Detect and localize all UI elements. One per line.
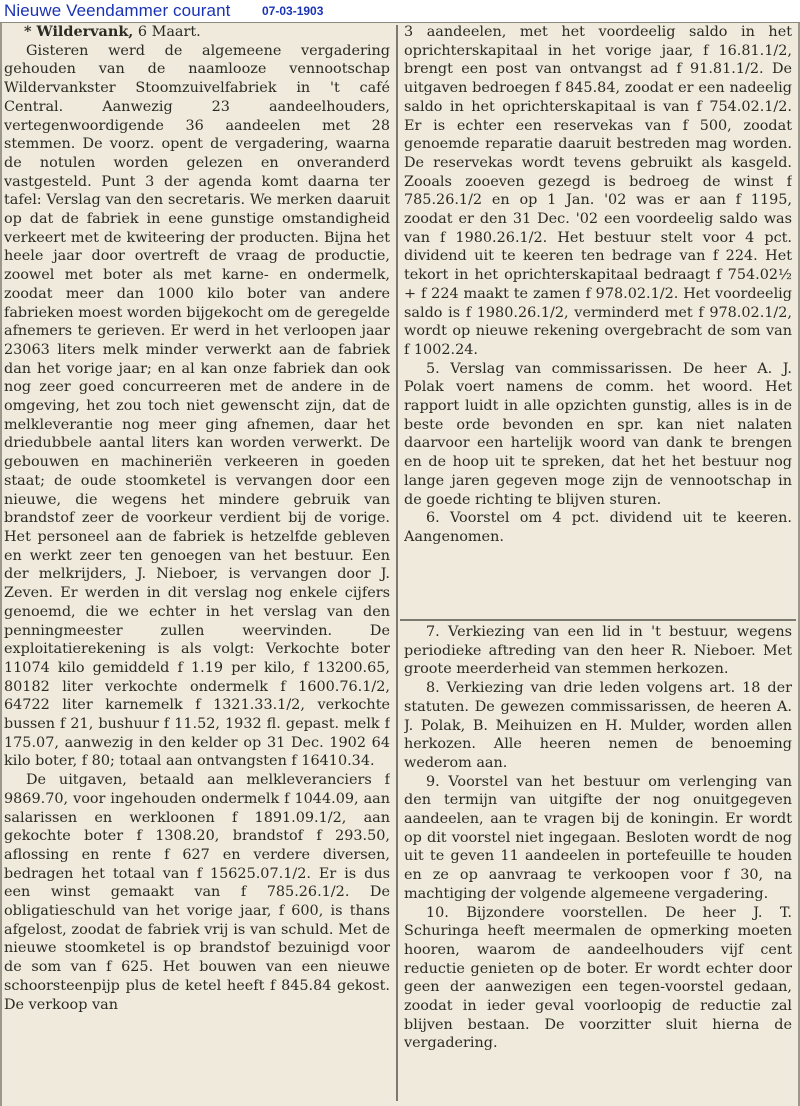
agenda-item-6: 6. Voorstel om 4 pct. dividend uit te keeren. Aangenomen.	[404, 510, 792, 545]
agenda-item-8: 8. Verkiezing van drie leden volgens art. 18 der statuten. De gewezen commissarissen, de heeren A. J. Polak, B. Meihuizen en H. Mulder, worden allen herkozen. Alle heeren nemen de benoeming wederom aan.	[404, 680, 792, 771]
article-dateline	[4, 23, 390, 42]
agenda-item-9: 9. Voorstel van het bestuur om verlenging van den termijn van uitgifte der nog onuitgegeven aandeelen, aan te vragen bij de koningin. Er wordt op dit voorstel niet ingegaan. Besloten wordt de nog uit te geven 11 aandeelen in portefeuille te houden en ze op aanvraag te verkoopen voor f 30, na machtiging der volgende algemeene vergadering.	[404, 773, 792, 902]
newspaper-clipping	[0, 22, 800, 1106]
article-paragraph: Gisteren werd de algemeene vergadering gehouden van de naamlooze vennootschap Wildervankster Stoomzuivelfabriek in 't café Central. Aanwezig 23 aandeelhouders, vertegenwoordigende 36 aandeelen met 28 stemmen. De voorz. opent de vergadering, waarna de notulen worden gelezen en onveranderd vastgesteld. Punt 3 der agenda komt daarna ter tafel: Verslag van den secretaris. We merken daaruit op dat de fabriek in eene gunstige omstandigheid verkeert met de kwiteering der producten. Bijna het heele jaar door overtreft de vraag de productie, zoowel met boter als met karne- en ondermelk, zoodat meer dan 1000 kilo boter van andere fabrieken moest worden bijgekocht om de geregelde afnemers te gerieven. Er werd in het verloopen jaar 23063 liters melk minder verwerkt aan de fabriek dan het vorige jaar; en al kan onze fabriek dan ook nog zeer goed concurreeren met de andere in de omgeving, het zou toch niet gewenscht zijn, dat de melkleverantie nog meer ging afnemen, daar het driedubbele aantal liters kan worden verwerkt. De gebouwen en machineriën verkeeren in goeden staat; de oude stoomketel is vervangen door een nieuwe, die wegens het mindere gebruik van brandstof zeer de voorkeur verdient bij de vorige. Het personeel aan de fabriek is hetzelfde gebleven en werkt zeer ten genoegen van het bestuur. Een der melkrijders, J. Nieboer, is vervangen door J. Zeven. Er werden in dit verslag nog enkele cijfers genoemd, die we echter in het verslag van den penningmeester zullen weervinden. De exploitatierekening is als volgt: Verkochte boter 11074 kilo gemiddeld f 1.19 per kilo, f 13200.65, 80182 liter verkochte ondermelk f 1600.76.1/2, 64722 liter karnemelk f 1321.33.1/2, verkochte bussen f 21, bushuur f 11.52, 1932 fl. gepast. melk f 175.07, aanwezig in den kelder op 31 Dec. 1902 64 kilo boter, f 80; totaal aan ontvangsten f 16410.34.	[4, 42, 390, 770]
article-column-right-bottom	[404, 623, 792, 1103]
newspaper-name: Nieuwe Veendammer courant	[4, 1, 231, 20]
agenda-item-10: 10. Bijzondere voorstellen. De heer J. T. Schuringa heeft meermalen de opmerking moeten hooren, waarom de aandeelhouders vijf cent reductie genieten op de boter. Er wordt echter door geen der aanwezigen een tegen-voorstel gedaan, zoodat in ieder geval voorloopig de reductie zal blijven bestaan. De voorzitter sluit hierna de vergadering.	[404, 904, 792, 1052]
agenda-item-7: 7. Verkiezing van een lid in 't bestuur, wegens periodieke aftreding van den heer R. Nieboer. Met groote meerderheid van stemmen herkozen.	[404, 624, 792, 678]
dateline-date: 6 Maart.	[133, 24, 201, 40]
publication-date: 07-03-1903	[262, 4, 324, 18]
article-paragraph: De uitgaven, betaald aan melkleveranciers f 9869.70, voor ingehouden ondermelk f 1044.09, aan salarissen en werkloonen f 1891.09.1/2, aan gekochte boter f 1308.20, brandstof f 293.50, aflossing en rente f 627 en verdere diversen, bedragen het totaal van f 15625.07.1/2. Er is dus een winst gemaakt van f 785.26.1/2. De obligatieschuld van het vorige jaar, f 600, is thans afgelost, zoodat de fabriek vrij is van schuld. Met de nieuwe stoomketel is op brandstof bezuinigd voor de som van f 625. Het bouwen van een nieuwe schoorsteenpijp plus de ketel heeft f 845.84 gekost. De verkoop van	[4, 772, 390, 1013]
column-divider	[396, 25, 398, 1101]
article-column-right-top	[404, 23, 792, 617]
article-column-left	[4, 23, 390, 1103]
agenda-item-5: 5. Verslag van commissarissen. De heer A. J. Polak voert namens de comm. het woord. Het rapport luidt in alle opzichten gunstig, alles is in de beste orde bevonden en spr. kan niet nalaten daarvoor een hartelijk woord van dank te brengen en de hoop uit te spreken, dat het het bestuur nog lange jaren gegeven moge zijn de vennootschap in de goede richting te blijven sturen.	[404, 360, 792, 508]
archive-header	[0, 0, 800, 22]
dateline-place: * Wildervank,	[24, 23, 134, 40]
page-edge-left	[0, 23, 2, 1106]
section-divider	[400, 619, 796, 621]
article-paragraph: 3 aandeelen, met het voordeelig saldo in het oprichterskapitaal in het vorige jaar, f 16.81.1/2, brengt een post van ontvangst ad f 91.81.1/2. De uitgaven bedroegen f 845.84, zoodat er een nadeelig saldo in het oprichterskapitaal is van f 754.02.1/2. Er is echter een reservekas van f 500, zoodat genoemde reparatie daaruit bestreden mag worden. De reservekas wordt tevens gebruikt als kasgeld. Zooals zooeven gezegd is bedroeg de winst f 785.26.1/2 en op 1 Jan. '02 was er aan f 1195, zoodat er den 31 Dec. '02 een voordeelig saldo was van f 1980.26.1/2. Het bestuur stelt voor 4 pct. dividend uit te keeren ten bedrage van f 224. Het tekort in het oprichterskapitaal bedraagt f 754.02½ + f 224 maakt te zamen f 978.02.1/2. Het voordeelig saldo is f 1980.26.1/2, verminderd met f 978.02.1/2, wordt op nieuwe rekening overgebracht de som van f 1002.24.	[404, 24, 792, 358]
